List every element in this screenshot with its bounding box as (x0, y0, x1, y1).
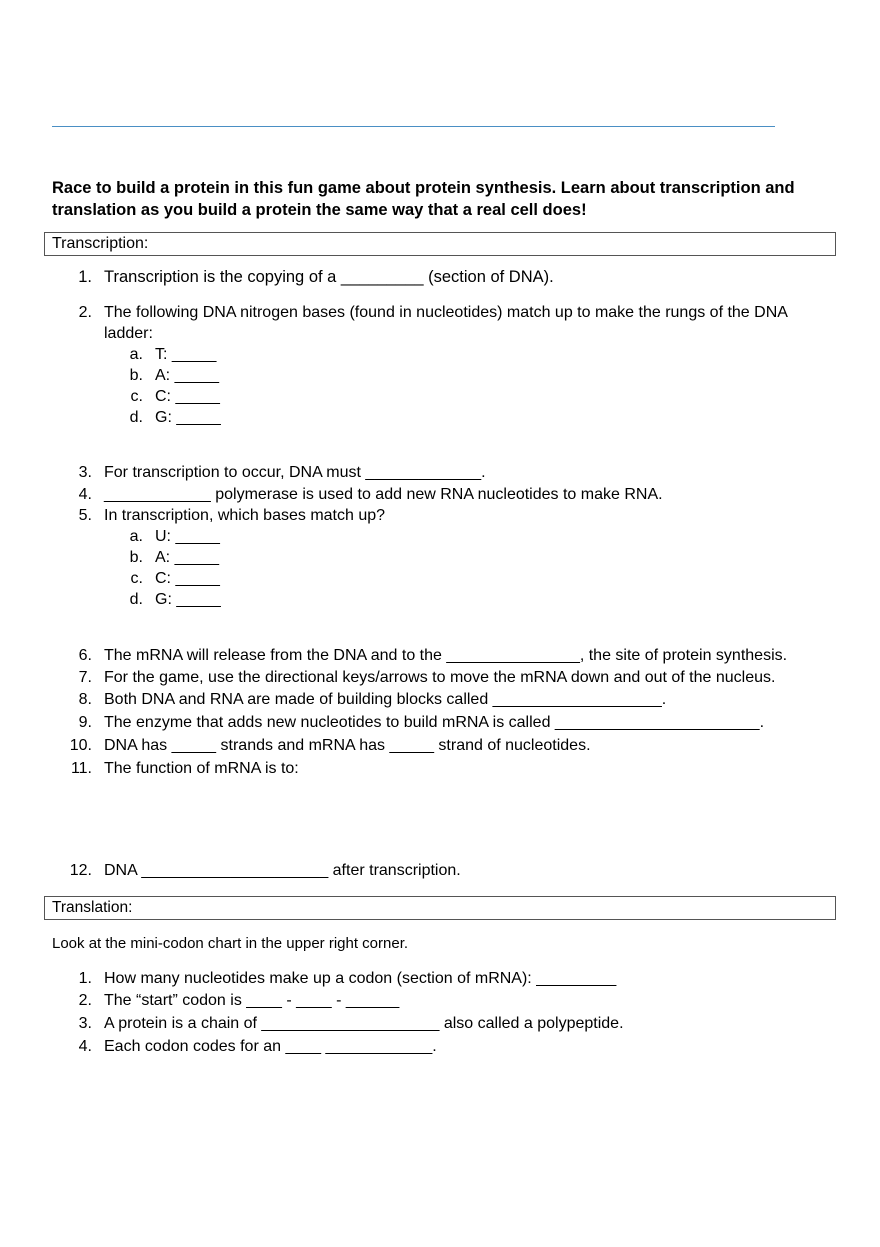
question-number: 4. (78, 1038, 92, 1055)
section-header-translation: Translation: (44, 896, 836, 920)
sub-item-text: A: _____ (155, 549, 220, 566)
question-number: 2. (78, 992, 92, 1009)
sub-item-text: C: _____ (155, 388, 220, 405)
sub-item-letter: c. (130, 388, 143, 405)
question-text: For transcription to occur, DNA must _____________. (104, 464, 486, 481)
question-text: How many nucleotides make up a codon (section of mRNA): _________ (104, 970, 617, 987)
sub-item-text: C: _____ (155, 570, 220, 587)
sub-item-letter: b. (129, 549, 143, 566)
question-text: The following DNA nitrogen bases (found in nucleotides) match up to make the rungs of the DNA (104, 304, 788, 321)
question-number: 8. (78, 691, 92, 708)
intro-text: Race to build a protein in this fun game about protein synthesis. Learn about transcription and translation as you build a protein the same way that a real cell does! (52, 179, 795, 219)
question-number: 3. (78, 1015, 92, 1032)
sub-item-letter: a. (129, 528, 143, 545)
sub-item-text: G: _____ (155, 409, 221, 426)
question-text: The function of mRNA is to: (104, 760, 299, 777)
question-text: The mRNA will release from the DNA and to the _______________, the site of protein synthesis. (104, 647, 788, 664)
sub-item-letter: c. (130, 570, 143, 587)
question-number: 2. (78, 304, 92, 321)
question-number: 11. (70, 760, 92, 777)
sub-item-text: T: _____ (155, 346, 217, 363)
question-number: 12. (69, 862, 92, 879)
question-number: 5. (78, 507, 92, 524)
question-number: 7. (78, 669, 92, 686)
sub-item-letter: b. (129, 367, 143, 384)
sub-item-letter: a. (129, 346, 143, 363)
question-number: 3. (78, 464, 92, 481)
question-text: The “start” codon is ____ - ____ - ______ (104, 992, 400, 1009)
question-text-continued: ladder: (104, 325, 153, 342)
question-text: DNA _____________________ after transcription. (104, 862, 461, 879)
question-number: 1. (78, 268, 92, 286)
question-number: 9. (78, 714, 92, 731)
question-text: A protein is a chain of ____________________ also called a polypeptide. (104, 1015, 624, 1032)
header-rule (52, 126, 775, 127)
question-number: 1. (78, 970, 92, 987)
sub-item-text: A: _____ (155, 367, 220, 384)
sub-item-letter: d. (129, 591, 143, 608)
sub-item-text: G: _____ (155, 591, 221, 608)
question-number: 6. (78, 647, 92, 664)
question-text: For the game, use the directional keys/arrows to move the mRNA down and out of the nucleus. (104, 669, 776, 686)
sub-item-letter: d. (129, 409, 143, 426)
question-text: Transcription is the copying of a _________ (section of DNA). (104, 268, 554, 286)
question-text: In transcription, which bases match up? (104, 507, 386, 524)
question-number: 10. (69, 737, 92, 754)
question-text: ____________ polymerase is used to add new RNA nucleotides to make RNA. (104, 486, 663, 503)
section-header-transcription: Transcription: (44, 232, 836, 256)
question-text: Each codon codes for an ____ ____________. (104, 1038, 437, 1055)
question-text: Both DNA and RNA are made of building blocks called ___________________. (104, 691, 667, 708)
question-text: DNA has _____ strands and mRNA has _____ strand of nucleotides. (104, 737, 591, 754)
translation-intro: Look at the mini-codon chart in the upper right corner. (52, 935, 409, 952)
question-number: 4. (78, 486, 92, 503)
sub-item-text: U: _____ (155, 528, 220, 545)
question-text: The enzyme that adds new nucleotides to build mRNA is called _______________________. (104, 714, 765, 731)
